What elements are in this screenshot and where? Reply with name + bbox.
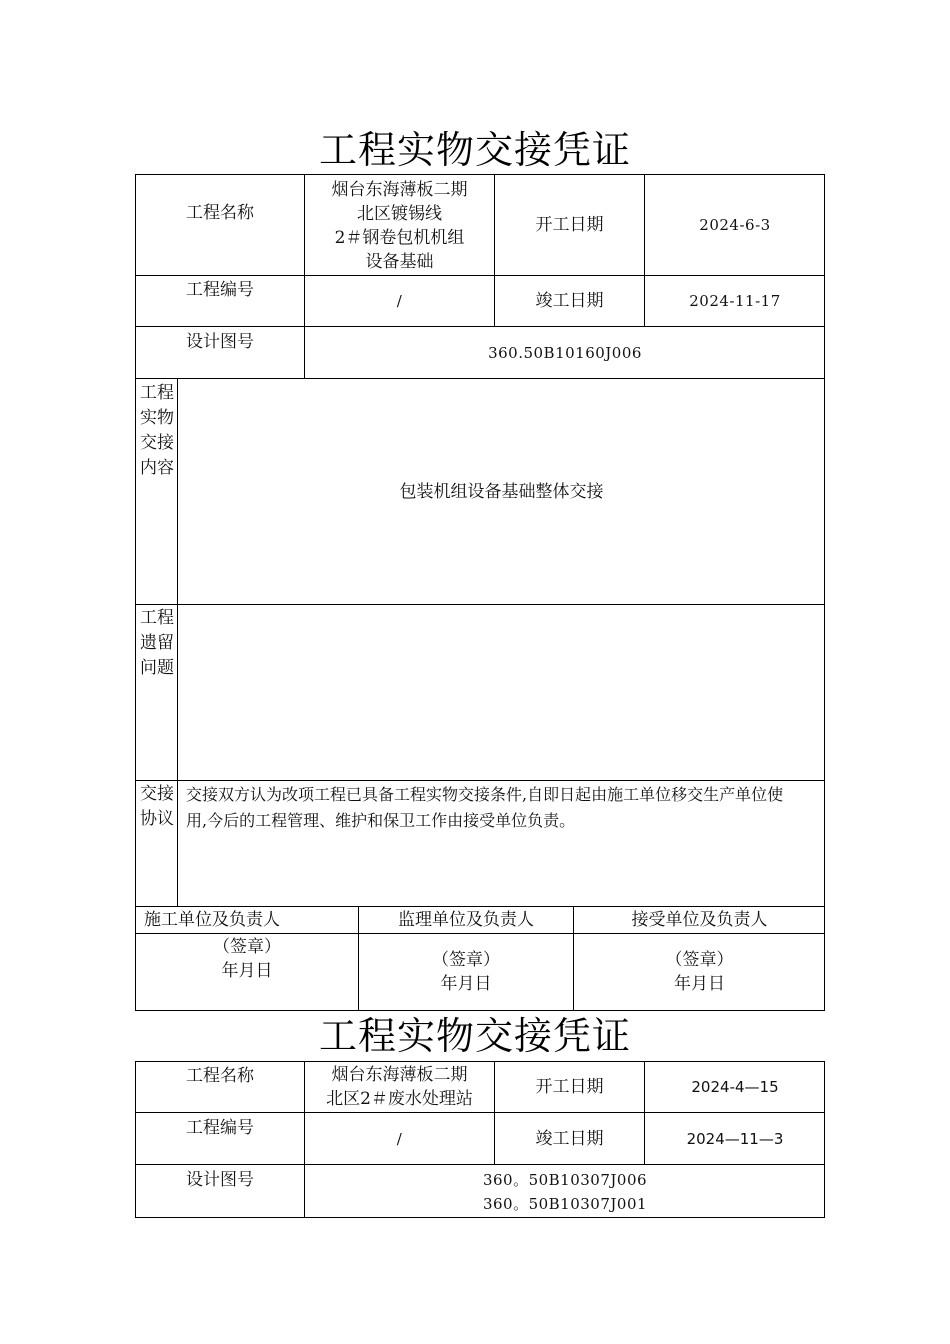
drawing-no-label: 设计图号 [186,1170,254,1190]
date-text: 年月日 [674,974,725,994]
project-name-value [305,1062,494,1112]
end-date-label: 竣工日期 [535,291,604,311]
project-name-line: 设备基础 [365,251,434,272]
start-date-label: 开工日期 [535,1077,604,1097]
content-label: 工程实物交接内容 [140,383,174,478]
project-name-value [305,176,494,275]
agreement-label: 交接协议 [140,784,174,829]
seal-text: （签章） [665,950,734,970]
project-name-line: 烟台东海薄板二期 [331,179,468,200]
drawing-no-line: 360。50B10307J001 [482,1194,648,1213]
seal-text: （签章） [432,950,500,970]
end-date-value: 2024—11—3 [686,1130,784,1148]
row-divider [135,378,825,379]
agreement-line: 用,今后的工程管理、维护和保卫工作由接受单位负责。 [186,811,576,830]
agreement-text [186,782,822,834]
project-name-line: 北区2＃废水处理站 [326,1089,473,1109]
row-divider [135,780,825,781]
start-date-label: 开工日期 [535,215,604,235]
project-name-line: 烟台东海薄板二期 [331,1065,468,1085]
project-no-label: 工程编号 [186,280,254,300]
row-divider [135,1112,825,1113]
project-no-value: / [396,1130,403,1148]
contractor-header: 施工单位及负责人 [144,910,280,930]
row-divider [135,604,825,605]
drawing-no-value: 360.50B10160J006 [488,344,642,362]
project-no-value: / [396,292,403,310]
end-date-label: 竣工日期 [535,1129,604,1149]
seal-text: （签章） [213,937,281,957]
project-no-label: 工程编号 [186,1118,254,1138]
supervisor-sign [359,946,573,998]
supervisor-header: 监理单位及负责人 [398,910,534,930]
start-date-value: 2024-4—15 [691,1078,779,1096]
drawing-no-line: 360。50B10307J006 [482,1170,648,1189]
content-value: 包装机组设备基础整体交接 [399,482,604,502]
issues-label: 工程遗留问题 [140,608,174,678]
row-divider [135,326,825,327]
date-text: 年月日 [440,974,492,994]
contractor-sign [136,934,358,984]
end-date-value: 2024-11-17 [689,292,781,310]
project-name-line: 2＃钢卷包机机组 [334,227,465,248]
agreement-line: 交接双方认为改项工程已具备工程实物交接条件,自即日起由施工单位移交生产单位使 [186,785,784,804]
project-name-label: 工程名称 [186,1066,254,1086]
receiver-header: 接受单位及负责人 [631,910,768,930]
drawing-no-value [305,1166,825,1217]
issues-value [178,606,825,780]
project-name-label: 工程名称 [186,203,254,223]
start-date-value: 2024-6-3 [699,216,771,234]
project-name-line: 北区镀锡线 [357,203,442,224]
drawing-no-label: 设计图号 [186,332,254,352]
receiver-sign [574,946,825,998]
doc1-title: 工程实物交接凭证 [318,128,631,172]
row-divider [135,1164,825,1165]
doc2-title: 工程实物交接凭证 [318,1014,631,1058]
date-text: 年月日 [221,961,273,981]
